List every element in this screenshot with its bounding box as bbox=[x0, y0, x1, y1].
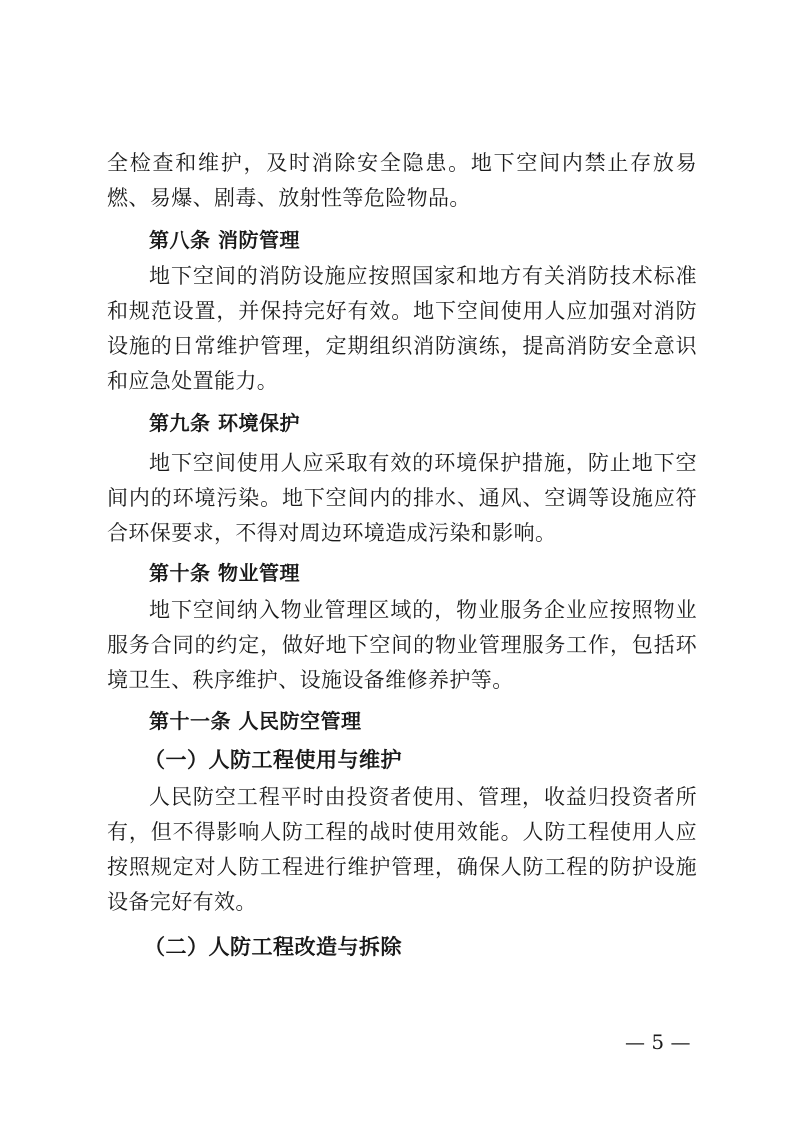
article-11-subsection-1-heading: （一）人防工程使用与维护 bbox=[144, 748, 402, 772]
page-number: — 5 — bbox=[625, 1030, 691, 1054]
paragraph-continued: 全检查和维护，及时消除安全隐患。地下空间内禁止存放易燃、易爆、剧毒、放射性等危险物品。 bbox=[107, 151, 697, 210]
article-9-body: 地下空间使用人应采取有效的环境保护措施，防止地下空间内的环境污染。地下空间内的排水、通风、空调等设施应符合环保要求，不得对周边环境造成污染和影响。 bbox=[107, 451, 697, 545]
article-8-heading: 第八条 消防管理 bbox=[149, 228, 300, 252]
article-11-subsection-1-body: 人民防空工程平时由投资者使用、管理，收益归投资者所有，但不得影响人防工程的战时使用效能。人防工程使用人应按照规定对人防工程进行维护管理，确保人防工程的防护设施设备完好有效。 bbox=[107, 785, 697, 914]
article-10-heading: 第十条 物业管理 bbox=[149, 561, 300, 585]
article-8-body: 地下空间的消防设施应按照国家和地方有关消防技术标准和规范设置，并保持完好有效。地下空间使用人应加强对消防设施的日常维护管理，定期组织消防演练，提高消防安全意识和应急处置能力。 bbox=[107, 264, 697, 393]
article-11-subsection-2-heading: （二）人防工程改造与拆除 bbox=[144, 935, 402, 959]
article-10-body: 地下空间纳入物业管理区域的，物业服务企业应按照物业服务合同的约定，做好地下空间的物业管理服务工作，包括环境卫生、秩序维护、设施设备维修养护等。 bbox=[107, 598, 697, 692]
article-11-heading: 第十一条 人民防空管理 bbox=[149, 709, 362, 733]
article-9-heading: 第九条 环境保护 bbox=[149, 411, 300, 435]
